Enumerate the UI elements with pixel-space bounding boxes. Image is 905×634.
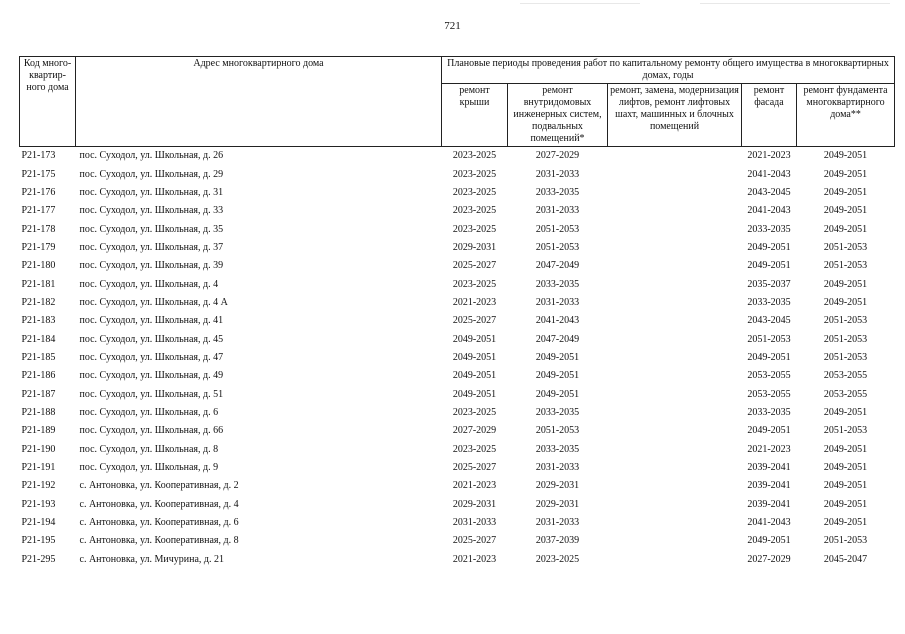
cell-facade: 2049-2051 xyxy=(747,260,791,272)
cell-code: P21-187 xyxy=(21,388,56,400)
cell-foundation: 2049-2051 xyxy=(823,406,868,418)
cell-facade: 2049-2051 xyxy=(747,535,791,547)
table-body xyxy=(20,147,895,569)
cell-address: с. Антоновка, ул. Мичурина, д. 21 xyxy=(79,553,225,565)
cell-foundation: 2053-2055 xyxy=(823,388,868,400)
header-code: Код много-квартир-ного дома xyxy=(20,57,76,147)
table-row xyxy=(20,147,895,166)
cell-address: пос. Суходол, ул. Школьная, д. 26 xyxy=(79,150,224,162)
cell-foundation: 2051-2053 xyxy=(823,241,868,253)
cell-lifts xyxy=(608,349,742,367)
cell-code: P21-176 xyxy=(21,186,56,198)
cell-facade: 2043-2045 xyxy=(747,315,791,327)
cell-foundation: 2049-2051 xyxy=(823,205,868,217)
cell-code: P21-183 xyxy=(21,315,56,327)
cell-roof: 2049-2051 xyxy=(452,333,497,345)
cell-roof: 2027-2029 xyxy=(452,425,497,437)
table-row xyxy=(20,312,895,330)
cell-address: с. Антоновка, ул. Кооперативная, д. 4 xyxy=(79,498,239,510)
table-row xyxy=(20,404,895,422)
cell-facade: 2043-2045 xyxy=(747,186,791,198)
cell-code: P21-181 xyxy=(21,278,56,290)
cell-lifts xyxy=(608,459,742,477)
page-number: 721 xyxy=(444,20,461,32)
table-row xyxy=(20,184,895,202)
cell-code: P21-184 xyxy=(21,333,56,345)
cell-engineering: 2031-2033 xyxy=(535,462,580,474)
cell-roof: 2029-2031 xyxy=(452,498,497,510)
cell-address: пос. Суходол, ул. Школьная, д. 6 xyxy=(79,406,219,418)
cell-lifts xyxy=(608,551,742,569)
header-periods: Плановые периоды проведения работ по капитальному ремонту общего имущества в многоквартирных домах, годы xyxy=(442,57,895,84)
cell-code: P21-192 xyxy=(21,480,56,492)
cell-foundation: 2049-2051 xyxy=(823,517,868,529)
cell-roof: 2031-2033 xyxy=(452,517,497,529)
cell-lifts xyxy=(608,477,742,495)
cell-engineering: 2049-2051 xyxy=(535,370,580,382)
table-row xyxy=(20,422,895,440)
header-lifts: ремонт, замена, модернизация лифтов, ремонт лифтовых шахт, машинных и блочных помещений xyxy=(608,84,742,147)
cell-facade: 2049-2051 xyxy=(747,351,791,363)
cell-foundation: 2049-2051 xyxy=(823,480,868,492)
cell-code: P21-175 xyxy=(21,168,56,180)
cell-foundation: 2049-2051 xyxy=(823,443,868,455)
cell-engineering: 2051-2053 xyxy=(535,223,580,235)
cell-facade: 2027-2029 xyxy=(747,553,791,565)
cell-engineering: 2023-2025 xyxy=(535,553,580,565)
scan-artifact xyxy=(520,3,640,4)
cell-engineering: 2051-2053 xyxy=(535,425,580,437)
header-facade: ремонт фасада xyxy=(742,84,797,147)
cell-engineering: 2031-2033 xyxy=(535,296,580,308)
cell-address: пос. Суходол, ул. Школьная, д. 47 xyxy=(79,351,224,363)
cell-engineering: 2031-2033 xyxy=(535,517,580,529)
cell-lifts xyxy=(608,422,742,440)
cell-foundation: 2051-2053 xyxy=(823,535,868,547)
cell-engineering: 2027-2029 xyxy=(535,150,580,162)
cell-address: пос. Суходол, ул. Школьная, д. 29 xyxy=(79,168,224,180)
cell-foundation: 2049-2051 xyxy=(823,150,868,162)
cell-foundation: 2049-2051 xyxy=(823,168,868,180)
cell-address: пос. Суходол, ул. Школьная, д. 45 xyxy=(79,333,224,345)
cell-lifts xyxy=(608,441,742,459)
cell-address: пос. Суходол, ул. Школьная, д. 51 xyxy=(79,388,224,400)
table-row xyxy=(20,532,895,550)
cell-engineering: 2033-2035 xyxy=(535,186,580,198)
header-foundation: ремонт фундамента многоквартирного дома** xyxy=(797,84,895,147)
cell-address: пос. Суходол, ул. Школьная, д. 33 xyxy=(79,205,224,217)
cell-address: пос. Суходол, ул. Школьная, д. 41 xyxy=(79,315,224,327)
cell-roof: 2021-2023 xyxy=(452,296,497,308)
cell-code: P21-179 xyxy=(21,241,56,253)
cell-roof: 2021-2023 xyxy=(452,480,497,492)
cell-address: с. Антоновка, ул. Кооперативная, д. 2 xyxy=(79,480,239,492)
cell-engineering: 2037-2039 xyxy=(535,535,580,547)
cell-facade: 2021-2023 xyxy=(747,150,791,162)
cell-engineering: 2047-2049 xyxy=(535,260,580,272)
cell-code: P21-177 xyxy=(21,205,56,217)
cell-lifts xyxy=(608,294,742,312)
cell-roof: 2049-2051 xyxy=(452,370,497,382)
cell-engineering: 2041-2043 xyxy=(535,315,580,327)
cell-facade: 2033-2035 xyxy=(747,296,791,308)
cell-engineering: 2029-2031 xyxy=(535,480,580,492)
cell-lifts xyxy=(608,496,742,514)
cell-facade: 2041-2043 xyxy=(747,517,791,529)
cell-address: пос. Суходол, ул. Школьная, д. 39 xyxy=(79,260,224,272)
cell-facade: 2039-2041 xyxy=(747,480,791,492)
cell-roof: 2025-2027 xyxy=(452,260,497,272)
cell-facade: 2053-2055 xyxy=(747,388,791,400)
cell-foundation: 2049-2051 xyxy=(823,278,868,290)
scan-artifact xyxy=(700,3,890,4)
table-row xyxy=(20,239,895,257)
cell-roof: 2021-2023 xyxy=(452,553,497,565)
cell-code: P21-186 xyxy=(21,370,56,382)
cell-lifts xyxy=(608,165,742,183)
cell-lifts xyxy=(608,385,742,403)
cell-facade: 2053-2055 xyxy=(747,370,791,382)
cell-lifts xyxy=(608,514,742,532)
cell-engineering: 2047-2049 xyxy=(535,333,580,345)
cell-lifts xyxy=(608,312,742,330)
cell-address: пос. Суходол, ул. Школьная, д. 9 xyxy=(79,462,219,474)
cell-lifts xyxy=(608,147,742,166)
cell-address: пос. Суходол, ул. Школьная, д. 66 xyxy=(79,425,224,437)
cell-facade: 2049-2051 xyxy=(747,425,791,437)
cell-code: P21-190 xyxy=(21,443,56,455)
table-row xyxy=(20,275,895,293)
cell-foundation: 2053-2055 xyxy=(823,370,868,382)
cell-roof: 2023-2025 xyxy=(452,186,497,198)
cell-facade: 2035-2037 xyxy=(747,278,791,290)
cell-address: с. Антоновка, ул. Кооперативная, д. 6 xyxy=(79,517,239,529)
cell-facade: 2051-2053 xyxy=(747,333,791,345)
table-row xyxy=(20,477,895,495)
cell-roof: 2023-2025 xyxy=(452,205,497,217)
table-row xyxy=(20,257,895,275)
cell-facade: 2033-2035 xyxy=(747,223,791,235)
cell-lifts xyxy=(608,367,742,385)
repair-periods-table xyxy=(19,56,895,569)
table-row xyxy=(20,496,895,514)
cell-facade: 2049-2051 xyxy=(747,241,791,253)
cell-foundation: 2049-2051 xyxy=(823,462,868,474)
cell-code: P21-295 xyxy=(21,553,56,565)
cell-facade: 2039-2041 xyxy=(747,462,791,474)
cell-code: P21-191 xyxy=(21,462,56,474)
cell-engineering: 2033-2035 xyxy=(535,278,580,290)
cell-facade: 2041-2043 xyxy=(747,205,791,217)
cell-address: пос. Суходол, ул. Школьная, д. 4 xyxy=(79,278,219,290)
cell-engineering: 2029-2031 xyxy=(535,498,580,510)
table-row xyxy=(20,349,895,367)
cell-engineering: 2051-2053 xyxy=(535,241,580,253)
table-row xyxy=(20,202,895,220)
cell-roof: 2049-2051 xyxy=(452,388,497,400)
cell-roof: 2023-2025 xyxy=(452,406,497,418)
cell-roof: 2025-2027 xyxy=(452,315,497,327)
cell-code: P21-195 xyxy=(21,535,56,547)
cell-roof: 2023-2025 xyxy=(452,278,497,290)
cell-address: пос. Суходол, ул. Школьная, д. 49 xyxy=(79,370,224,382)
table-row xyxy=(20,441,895,459)
cell-foundation: 2051-2053 xyxy=(823,333,868,345)
cell-engineering: 2033-2035 xyxy=(535,406,580,418)
cell-lifts xyxy=(608,184,742,202)
cell-lifts xyxy=(608,275,742,293)
cell-engineering: 2031-2033 xyxy=(535,168,580,180)
table-row xyxy=(20,459,895,477)
cell-facade: 2033-2035 xyxy=(747,406,791,418)
table-row xyxy=(20,330,895,348)
cell-code: P21-189 xyxy=(21,425,56,437)
cell-code: P21-178 xyxy=(21,223,56,235)
cell-address: пос. Суходол, ул. Школьная, д. 8 xyxy=(79,443,219,455)
cell-engineering: 2049-2051 xyxy=(535,351,580,363)
cell-address: с. Антоновка, ул. Кооперативная, д. 8 xyxy=(79,535,239,547)
table-row xyxy=(20,367,895,385)
header-roof: ремонт крыши xyxy=(442,84,508,147)
cell-code: P21-182 xyxy=(21,296,56,308)
cell-foundation: 2051-2053 xyxy=(823,315,868,327)
cell-address: пос. Суходол, ул. Школьная, д. 35 xyxy=(79,223,224,235)
cell-engineering: 2031-2033 xyxy=(535,205,580,217)
cell-lifts xyxy=(608,330,742,348)
cell-roof: 2023-2025 xyxy=(452,150,497,162)
cell-foundation: 2049-2051 xyxy=(823,223,868,235)
cell-address: пос. Суходол, ул. Школьная, д. 31 xyxy=(79,186,224,198)
cell-roof: 2049-2051 xyxy=(452,351,497,363)
cell-lifts xyxy=(608,220,742,238)
cell-code: P21-194 xyxy=(21,517,56,529)
cell-roof: 2025-2027 xyxy=(452,462,497,474)
cell-lifts xyxy=(608,257,742,275)
header-engineering: ремонт внутридомовых инженерных систем, подвальных помещений* xyxy=(508,84,608,147)
cell-lifts xyxy=(608,532,742,550)
cell-roof: 2025-2027 xyxy=(452,535,497,547)
cell-foundation: 2049-2051 xyxy=(823,296,868,308)
cell-foundation: 2049-2051 xyxy=(823,498,868,510)
table-row xyxy=(20,385,895,403)
table-row xyxy=(20,551,895,569)
cell-roof: 2029-2031 xyxy=(452,241,497,253)
table-row xyxy=(20,220,895,238)
cell-foundation: 2045-2047 xyxy=(823,553,868,565)
cell-foundation: 2051-2053 xyxy=(823,260,868,272)
cell-lifts xyxy=(608,239,742,257)
cell-foundation: 2051-2053 xyxy=(823,351,868,363)
cell-code: P21-180 xyxy=(21,260,56,272)
table-row xyxy=(20,165,895,183)
cell-code: P21-185 xyxy=(21,351,56,363)
cell-engineering: 2049-2051 xyxy=(535,388,580,400)
cell-engineering: 2033-2035 xyxy=(535,443,580,455)
cell-foundation: 2049-2051 xyxy=(823,186,868,198)
cell-code: P21-193 xyxy=(21,498,56,510)
header-address: Адрес многоквартирного дома xyxy=(76,57,442,147)
table-row xyxy=(20,514,895,532)
cell-roof: 2023-2025 xyxy=(452,443,497,455)
cell-address: пос. Суходол, ул. Школьная, д. 4 А xyxy=(79,296,228,308)
cell-code: P21-173 xyxy=(21,150,56,162)
cell-lifts xyxy=(608,202,742,220)
cell-lifts xyxy=(608,404,742,422)
cell-facade: 2021-2023 xyxy=(747,443,791,455)
cell-address: пос. Суходол, ул. Школьная, д. 37 xyxy=(79,241,224,253)
cell-facade: 2039-2041 xyxy=(747,498,791,510)
cell-roof: 2023-2025 xyxy=(452,168,497,180)
cell-roof: 2023-2025 xyxy=(452,223,497,235)
table-row xyxy=(20,294,895,312)
cell-foundation: 2051-2053 xyxy=(823,425,868,437)
cell-code: P21-188 xyxy=(21,406,56,418)
cell-facade: 2041-2043 xyxy=(747,168,791,180)
